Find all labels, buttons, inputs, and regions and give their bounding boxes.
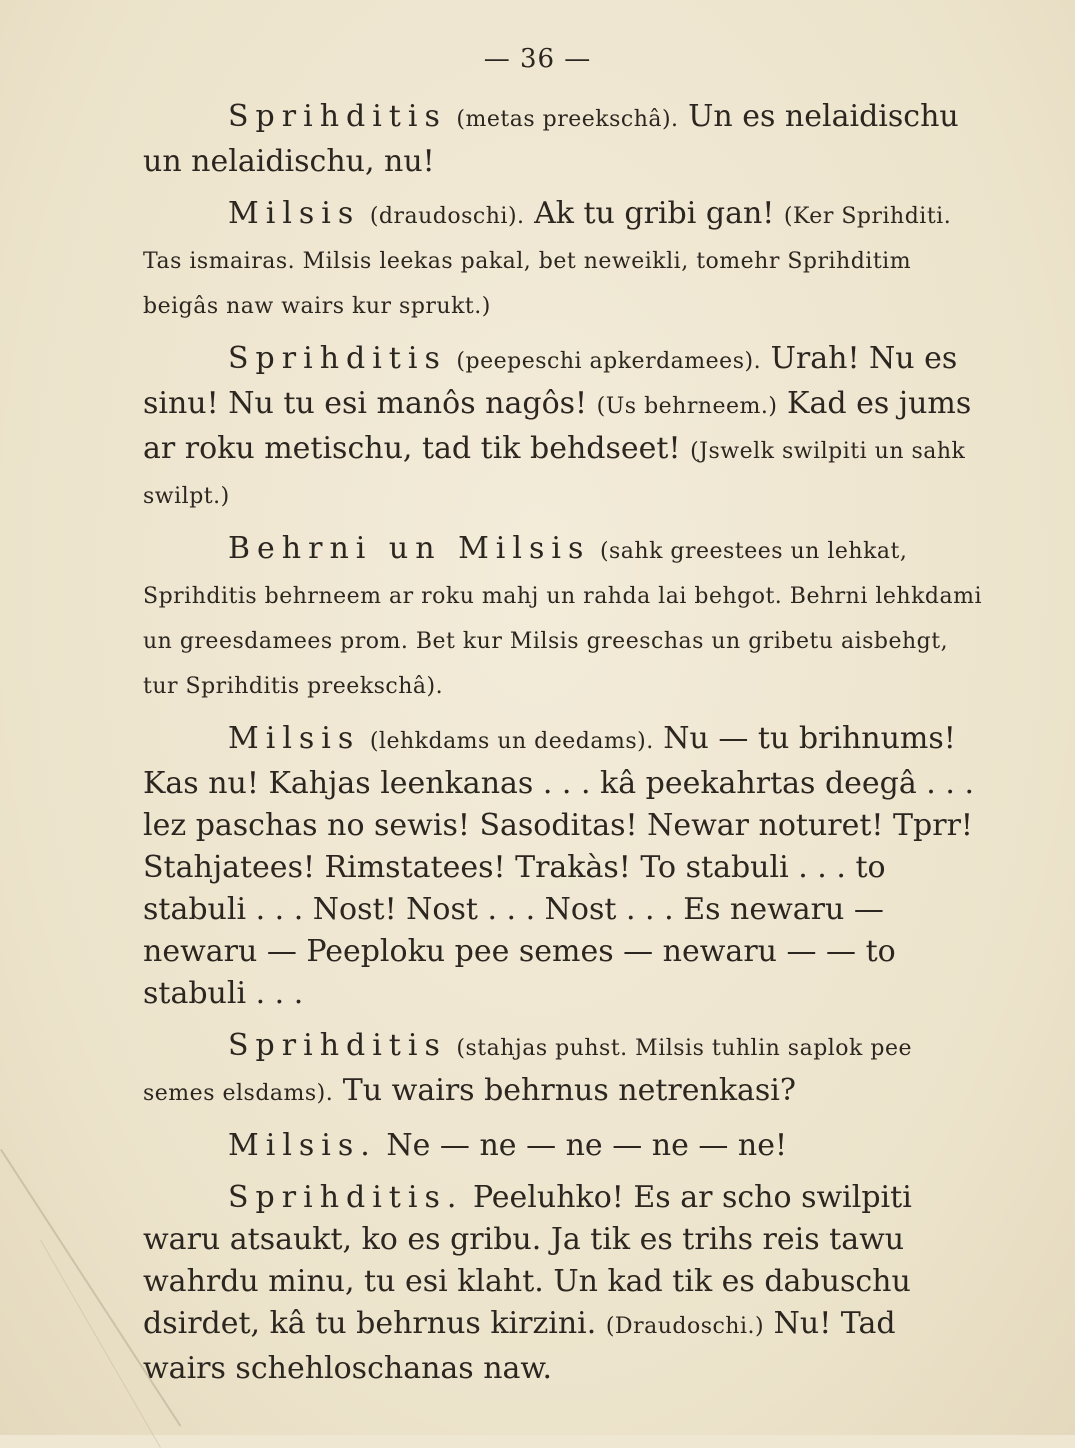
speaker-name: Sprihditis <box>228 1028 447 1063</box>
paragraph-8 <box>143 1177 983 1390</box>
speaker-name: Sprihditis <box>228 341 447 376</box>
page-number: — 36 — <box>483 44 592 74</box>
paragraph-5 <box>143 718 983 1015</box>
speaker-name: Sprihditis <box>228 99 447 134</box>
dialogue-text: Nu — tu brihnums! Kas nu! Kahjas leenkanas . . . kâ peekahrtas deegâ . . . lez paschas no sewis! Sasoditas! Newar noturet! Tprr! Stahjatees! Rimstatees! Trakàs! To stabuli . . . to stabuli . . . Nost! Nost . . . Nost . . . Es newaru — newaru — Peeploku pee semes — newaru — — to stabuli . . . <box>143 721 974 1011</box>
speaker-name: Milsis. <box>228 1128 377 1163</box>
stage-direction: (stahjas puhst. Milsis tuhlin saplok pee semes elsdams). <box>143 1036 913 1106</box>
stage-direction: (Us behrneem.) <box>596 394 778 419</box>
dialogue-text: Kad es jums ar roku metischu, tad tik behdseet! <box>143 386 972 466</box>
dialogue-text: Nu! Tad wairs schehloschanas naw. <box>143 1306 896 1386</box>
play-text <box>143 96 983 1400</box>
stage-direction: (lehkdams un deedams). <box>369 729 654 754</box>
dialogue-text: Peeluhko! Es ar scho swilpiti waru atsaukt, ko es gribu. Ja tik es trihs reis tawu wahrdu minu, tu esi klaht. Un kad tik es dabuschu dsirdet, kâ tu behrnus kirzini. <box>143 1180 912 1341</box>
paragraph-1 <box>143 96 983 183</box>
stage-direction: (peepeschi apkerdamees). <box>456 349 762 374</box>
speaker-name: Behrni un Milsis <box>228 531 591 566</box>
dialogue-text: Un es nelaidischu un nelaidischu, nu! <box>143 99 959 179</box>
paragraph-3 <box>143 338 983 518</box>
dialogue-text: Ne — ne — ne — ne — ne! <box>386 1128 788 1163</box>
dialogue-text: Urah! Nu es sinu! Nu tu esi manôs nagôs! <box>143 341 958 421</box>
paragraph-2 <box>143 193 983 328</box>
paragraph-6 <box>143 1025 983 1115</box>
stage-direction: (Ker Sprihditi. Tas ismairas. Milsis leekas pakal, bet neweikli, tomehr Sprihditim beigâs naw wairs kur sprukt.) <box>143 204 952 319</box>
stage-direction: (Jswelk swilpiti un sahk swilpt.) <box>143 439 966 509</box>
stage-direction: (sahk greestees un lehkat, Sprihditis behrneem ar roku mahj un rahda lai behgot. Behrni lehkdami un greesdamees prom. Bet kur Milsis greeschas un gribetu aisbehgt, tur Sprihditis preekschâ). <box>143 539 983 699</box>
speaker-name: Milsis <box>228 196 361 231</box>
stage-direction: (draudoschi). <box>369 204 525 229</box>
dialogue-text: Ak tu gribi gan! <box>534 196 775 231</box>
stage-direction: (metas preekschâ). <box>456 107 679 132</box>
speaker-name: Milsis <box>228 721 361 756</box>
paragraph-4 <box>143 528 983 708</box>
dialogue-text: Tu wairs behrnus netrenkasi? <box>342 1073 796 1108</box>
speaker-name: Sprihditis. <box>228 1180 464 1215</box>
paragraph-7 <box>143 1125 983 1167</box>
stage-direction: (Draudoschi.) <box>605 1314 765 1339</box>
